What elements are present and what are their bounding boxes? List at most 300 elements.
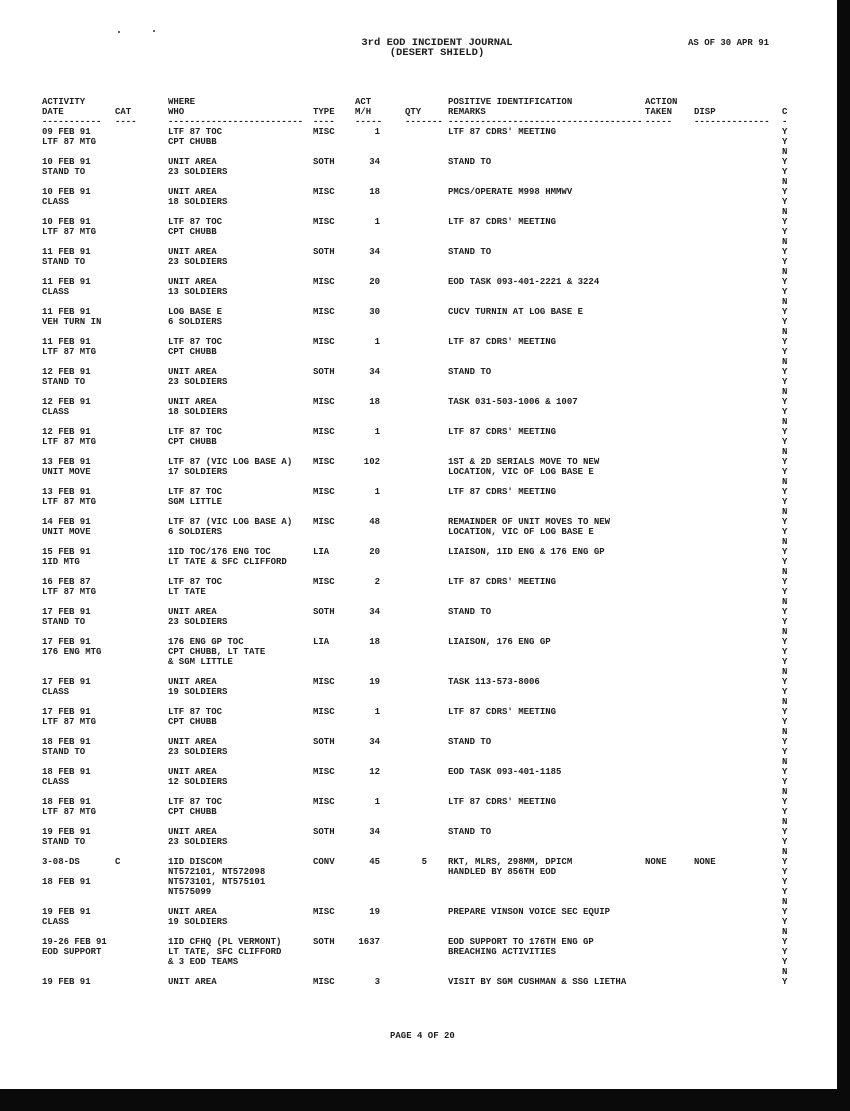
cell-type: LIA bbox=[313, 547, 330, 557]
cell-remarks-line: STAND TO bbox=[448, 247, 492, 257]
cell-who-line: LTF 87 TOC bbox=[168, 707, 223, 717]
journal-entry bbox=[0, 707, 850, 737]
journal-entry bbox=[0, 397, 850, 427]
cell-mh: 34 bbox=[369, 607, 380, 617]
cell-remarks bbox=[448, 337, 556, 347]
cell-remarks-line: LTF 87 CDRS' MEETING bbox=[448, 337, 557, 347]
cell-remarks bbox=[448, 127, 556, 137]
title-line1: 3rd EOD INCIDENT JOURNAL bbox=[361, 37, 513, 49]
cell-c bbox=[782, 517, 787, 547]
cell-who bbox=[168, 487, 222, 507]
cell-c bbox=[782, 247, 787, 277]
cell-type: MISC bbox=[313, 767, 335, 777]
cell-who-line: UNIT AREA bbox=[168, 277, 217, 287]
cell-c-line: Y bbox=[782, 427, 788, 437]
cell-who-line: LTF 87 TOC bbox=[168, 427, 223, 437]
journal-entry bbox=[0, 737, 850, 767]
cell-c bbox=[782, 547, 787, 577]
column-header-top-remarks: POSITIVE IDENTIFICATION bbox=[448, 97, 573, 107]
cell-remarks bbox=[448, 607, 491, 617]
cell-who-line: 1ID CFHQ (PL VERMONT) bbox=[168, 937, 282, 947]
cell-date bbox=[42, 737, 91, 757]
cell-remarks bbox=[448, 217, 556, 227]
cell-c-line: N bbox=[782, 237, 788, 247]
cell-c bbox=[782, 427, 787, 457]
cell-who bbox=[168, 707, 222, 727]
cell-who bbox=[168, 977, 217, 987]
cell-type: SOTH bbox=[313, 607, 335, 617]
cell-c-line: Y bbox=[782, 837, 788, 847]
cell-c-line: Y bbox=[782, 307, 788, 317]
cell-date-line: CLASS bbox=[42, 287, 70, 297]
cell-c-line: N bbox=[782, 477, 788, 487]
column-underline-mh: ----- bbox=[355, 117, 383, 127]
journal-header bbox=[0, 97, 850, 127]
cell-date-line: 11 FEB 91 bbox=[42, 247, 91, 257]
cell-who-line: CPT CHUBB bbox=[168, 807, 217, 817]
cell-who bbox=[168, 857, 265, 897]
cell-c-line: Y bbox=[782, 287, 788, 297]
cell-c-line: Y bbox=[782, 167, 788, 177]
cell-c-line: N bbox=[782, 327, 788, 337]
column-header-top-action: ACTION bbox=[645, 97, 678, 107]
cell-c-line: Y bbox=[782, 437, 788, 447]
journal-entry bbox=[0, 127, 850, 157]
title-line2: (DESERT SHIELD) bbox=[389, 47, 485, 59]
cell-remarks-line: PREPARE VINSON VOICE SEC EQUIP bbox=[448, 907, 611, 917]
journal-entry bbox=[0, 247, 850, 277]
cell-remarks-line: LTF 87 CDRS' MEETING bbox=[448, 127, 557, 137]
cell-qty: 5 bbox=[421, 857, 427, 867]
cell-c-line: Y bbox=[782, 527, 788, 537]
cell-cat: C bbox=[115, 857, 121, 867]
cell-date-line: 18 FEB 91 bbox=[42, 797, 91, 807]
cell-c-line: Y bbox=[782, 197, 788, 207]
cell-c-line: N bbox=[782, 567, 788, 577]
cell-date bbox=[42, 127, 96, 147]
cell-remarks bbox=[448, 767, 561, 777]
journal-entry bbox=[0, 977, 850, 987]
cell-who-line: 1ID TOC/176 ENG TOC bbox=[168, 547, 271, 557]
cell-mh: 45 bbox=[369, 857, 380, 867]
cell-remarks bbox=[448, 397, 578, 407]
journal-entry bbox=[0, 337, 850, 367]
cell-c-line: Y bbox=[782, 827, 788, 837]
cell-remarks-line: RKT, MLRS, 298MM, DPICM bbox=[448, 857, 573, 867]
cell-c-line: Y bbox=[782, 587, 788, 597]
cell-date-line bbox=[42, 867, 91, 877]
cell-c-line: N bbox=[782, 297, 788, 307]
cell-date-line: 19 FEB 91 bbox=[42, 827, 91, 837]
cell-remarks bbox=[448, 637, 551, 647]
cell-mh: 1 bbox=[374, 797, 380, 807]
cell-date-line: 18 FEB 91 bbox=[42, 767, 91, 777]
cell-c bbox=[782, 187, 787, 217]
cell-c-line: Y bbox=[782, 137, 788, 147]
cell-c-line: N bbox=[782, 357, 788, 367]
cell-c-line: N bbox=[782, 597, 788, 607]
column-header-remarks: REMARKS bbox=[448, 107, 486, 117]
cell-who-line: LTF 87 TOC bbox=[168, 797, 223, 807]
cell-mh: 3 bbox=[374, 977, 380, 987]
cell-date bbox=[42, 457, 91, 477]
cell-who bbox=[168, 907, 227, 927]
cell-remarks bbox=[448, 907, 610, 917]
cell-c-line: N bbox=[782, 207, 788, 217]
cell-date bbox=[42, 577, 96, 597]
cell-c-line: Y bbox=[782, 277, 788, 287]
cell-date-line: LTF 87 MTG bbox=[42, 587, 97, 597]
cell-c-line: Y bbox=[782, 487, 788, 497]
cell-c-line: N bbox=[782, 537, 788, 547]
cell-c-line: N bbox=[782, 787, 788, 797]
cell-date-line: STAND TO bbox=[42, 257, 86, 267]
cell-who-line: UNIT AREA bbox=[168, 607, 217, 617]
cell-date-line: 19-26 FEB 91 bbox=[42, 937, 107, 947]
cell-who-line: 6 SOLDIERS bbox=[168, 527, 223, 537]
cell-who-line: UNIT AREA bbox=[168, 977, 217, 987]
column-underline-cat: ---- bbox=[115, 117, 137, 127]
cell-c-line: Y bbox=[782, 917, 788, 927]
cell-who bbox=[168, 737, 227, 757]
cell-remarks-line: HANDLED BY 856TH EOD bbox=[448, 867, 557, 877]
cell-type: MISC bbox=[313, 977, 335, 987]
cell-c bbox=[782, 937, 787, 977]
cell-who-line: 6 SOLDIERS bbox=[168, 317, 223, 327]
cell-c-line: Y bbox=[782, 607, 788, 617]
cell-date-line: STAND TO bbox=[42, 377, 86, 387]
cell-date bbox=[42, 607, 91, 627]
cell-c bbox=[782, 797, 787, 827]
journal-entry bbox=[0, 487, 850, 517]
cell-who bbox=[168, 637, 265, 667]
cell-date-line: STAND TO bbox=[42, 617, 86, 627]
cell-who bbox=[168, 457, 292, 477]
cell-c-line: N bbox=[782, 697, 788, 707]
cell-who bbox=[168, 397, 227, 417]
cell-mh: 34 bbox=[369, 157, 380, 167]
cell-date bbox=[42, 827, 91, 847]
cell-who-line: UNIT AREA bbox=[168, 677, 217, 687]
cell-who-line: UNIT AREA bbox=[168, 247, 217, 257]
cell-date bbox=[42, 677, 91, 697]
cell-remarks-line: LTF 87 CDRS' MEETING bbox=[448, 427, 557, 437]
cell-date-line: LTF 87 MTG bbox=[42, 437, 97, 447]
cell-who-line: 18 SOLDIERS bbox=[168, 197, 228, 207]
cell-c bbox=[782, 977, 787, 987]
cell-date-line: 12 FEB 91 bbox=[42, 367, 91, 377]
cell-who-line: UNIT AREA bbox=[168, 907, 217, 917]
cell-mh: 34 bbox=[369, 827, 380, 837]
cell-remarks bbox=[448, 797, 556, 807]
cell-c-line: Y bbox=[782, 637, 788, 647]
cell-date-line: 13 FEB 91 bbox=[42, 487, 91, 497]
cell-remarks-line: EOD TASK 093-401-2221 & 3224 bbox=[448, 277, 600, 287]
cell-remarks-line: STAND TO bbox=[448, 607, 492, 617]
column-header-mh: M/H bbox=[355, 107, 372, 117]
cell-who-line: 13 SOLDIERS bbox=[168, 287, 228, 297]
cell-mh: 1 bbox=[374, 127, 380, 137]
cell-date bbox=[42, 767, 91, 787]
cell-type: LIA bbox=[313, 637, 330, 647]
cell-mh: 34 bbox=[369, 247, 380, 257]
cell-c-line: Y bbox=[782, 517, 788, 527]
cell-c-line: Y bbox=[782, 707, 788, 717]
cell-remarks bbox=[448, 977, 626, 987]
cell-who-line: CPT CHUBB bbox=[168, 227, 217, 237]
cell-type: MISC bbox=[313, 677, 335, 687]
cell-date-line: 17 FEB 91 bbox=[42, 637, 91, 647]
cell-mh: 20 bbox=[369, 277, 380, 287]
cell-date bbox=[42, 277, 91, 297]
cell-c bbox=[782, 907, 787, 937]
cell-date-line: 17 FEB 91 bbox=[42, 677, 91, 687]
cell-c-line: Y bbox=[782, 737, 788, 747]
cell-remarks-line: STAND TO bbox=[448, 157, 492, 167]
cell-c-line: Y bbox=[782, 257, 788, 267]
cell-c bbox=[782, 217, 787, 247]
cell-date-line: LTF 87 MTG bbox=[42, 807, 97, 817]
cell-remarks bbox=[448, 547, 605, 557]
cell-mh: 18 bbox=[369, 187, 380, 197]
cell-remarks-line: LTF 87 CDRS' MEETING bbox=[448, 707, 557, 717]
cell-who-line: LTF 87 TOC bbox=[168, 337, 223, 347]
cell-type: MISC bbox=[313, 487, 335, 497]
journal-entry bbox=[0, 457, 850, 487]
cell-who-line: 12 SOLDIERS bbox=[168, 777, 228, 787]
cell-c bbox=[782, 157, 787, 187]
scan-speck bbox=[153, 30, 155, 32]
cell-c-line: Y bbox=[782, 677, 788, 687]
journal-entry bbox=[0, 797, 850, 827]
cell-date-line: STAND TO bbox=[42, 747, 86, 757]
page-number: PAGE 4 OF 20 bbox=[390, 1031, 455, 1041]
cell-c bbox=[782, 457, 787, 487]
cell-c-line: Y bbox=[782, 397, 788, 407]
cell-who-line: 23 SOLDIERS bbox=[168, 377, 228, 387]
cell-date-line: STAND TO bbox=[42, 837, 86, 847]
cell-remarks-line: LTF 87 CDRS' MEETING bbox=[448, 797, 557, 807]
cell-c-line: N bbox=[782, 627, 788, 637]
column-header-action: TAKEN bbox=[645, 107, 673, 117]
cell-c-line: Y bbox=[782, 717, 788, 727]
cell-who-line: LT TATE bbox=[168, 587, 206, 597]
column-header-qty: QTY bbox=[405, 107, 422, 117]
cell-c-line: N bbox=[782, 897, 788, 907]
cell-who-line: CPT CHUBB bbox=[168, 137, 217, 147]
column-underline-date: ----------- bbox=[42, 117, 102, 127]
cell-type: SOTH bbox=[313, 157, 335, 167]
cell-c bbox=[782, 607, 787, 637]
cell-who bbox=[168, 677, 227, 697]
cell-c-line: N bbox=[782, 727, 788, 737]
cell-c-line: Y bbox=[782, 767, 788, 777]
cell-who bbox=[168, 577, 222, 597]
cell-action: NONE bbox=[645, 857, 667, 867]
cell-date-line: 19 FEB 91 bbox=[42, 907, 91, 917]
cell-date bbox=[42, 797, 96, 817]
cell-remarks bbox=[448, 707, 556, 717]
cell-who bbox=[168, 547, 287, 567]
cell-remarks-line: EOD SUPPORT TO 176TH ENG GP bbox=[448, 937, 594, 947]
cell-mh: 1 bbox=[374, 707, 380, 717]
cell-remarks bbox=[448, 367, 491, 377]
cell-disp: NONE bbox=[694, 857, 716, 867]
cell-mh: 19 bbox=[369, 677, 380, 687]
cell-date-line: CLASS bbox=[42, 197, 70, 207]
cell-c-line: N bbox=[782, 847, 788, 857]
cell-c-line: N bbox=[782, 967, 788, 977]
cell-date-line: 15 FEB 91 bbox=[42, 547, 91, 557]
cell-remarks-line: 1ST & 2D SERIALS MOVE TO NEW bbox=[448, 457, 600, 467]
cell-date-line: 14 FEB 91 bbox=[42, 517, 91, 527]
cell-who-line: 23 SOLDIERS bbox=[168, 617, 228, 627]
cell-c-line: Y bbox=[782, 617, 788, 627]
cell-who-line: 1ID DISCOM bbox=[168, 857, 223, 867]
cell-mh: 18 bbox=[369, 397, 380, 407]
cell-c-line: Y bbox=[782, 867, 788, 877]
cell-date bbox=[42, 367, 91, 387]
cell-type: SOTH bbox=[313, 827, 335, 837]
cell-type: CONV bbox=[313, 857, 335, 867]
cell-who bbox=[168, 247, 227, 267]
cell-date-line: CLASS bbox=[42, 407, 70, 417]
cell-date bbox=[42, 517, 91, 537]
cell-remarks bbox=[448, 577, 556, 587]
cell-c-line: Y bbox=[782, 887, 788, 897]
column-header-top-who: WHERE bbox=[168, 97, 196, 107]
journal-entry bbox=[0, 367, 850, 397]
cell-date-line: 10 FEB 91 bbox=[42, 157, 91, 167]
cell-who-line: UNIT AREA bbox=[168, 767, 217, 777]
cell-who-line: LTF 87 (VIC LOG BASE A) bbox=[168, 457, 293, 467]
cell-who bbox=[168, 517, 292, 537]
cell-type: MISC bbox=[313, 907, 335, 917]
cell-who-line: 176 ENG GP TOC bbox=[168, 637, 244, 647]
cell-c-line: Y bbox=[782, 497, 788, 507]
cell-mh: 1 bbox=[374, 487, 380, 497]
cell-date-line: 19 FEB 91 bbox=[42, 977, 91, 987]
cell-c bbox=[782, 577, 787, 607]
cell-date-line: 18 FEB 91 bbox=[42, 877, 91, 887]
cell-date-line: CLASS bbox=[42, 687, 70, 697]
cell-who-line: 23 SOLDIERS bbox=[168, 257, 228, 267]
cell-c-line: N bbox=[782, 667, 788, 677]
cell-type: SOTH bbox=[313, 367, 335, 377]
cell-date bbox=[42, 907, 91, 927]
cell-c-line: Y bbox=[782, 857, 788, 867]
cell-c bbox=[782, 307, 787, 337]
cell-c bbox=[782, 367, 787, 397]
cell-c bbox=[782, 127, 787, 157]
cell-date-line: 16 FEB 87 bbox=[42, 577, 91, 587]
cell-remarks bbox=[448, 157, 491, 167]
cell-remarks bbox=[448, 737, 491, 747]
cell-remarks-line: EOD TASK 093-401-1185 bbox=[448, 767, 562, 777]
cell-who-line: UNIT AREA bbox=[168, 157, 217, 167]
cell-c-line: N bbox=[782, 757, 788, 767]
cell-date bbox=[42, 397, 91, 417]
cell-who-line: SGM LITTLE bbox=[168, 497, 223, 507]
cell-who bbox=[168, 797, 222, 817]
cell-mh: 2 bbox=[374, 577, 380, 587]
journal-entry bbox=[0, 157, 850, 187]
cell-c-line: Y bbox=[782, 467, 788, 477]
cell-who-line: NT575099 bbox=[168, 887, 212, 897]
column-header-who: WHO bbox=[168, 107, 185, 117]
journal-entry bbox=[0, 547, 850, 577]
cell-who-line: LT TATE & SFC CLIFFORD bbox=[168, 557, 287, 567]
cell-remarks bbox=[448, 187, 572, 197]
cell-c-line: Y bbox=[782, 547, 788, 557]
cell-who-line: 17 SOLDIERS bbox=[168, 467, 228, 477]
cell-date-line: STAND TO bbox=[42, 167, 86, 177]
cell-type: MISC bbox=[313, 707, 335, 717]
cell-remarks-line: STAND TO bbox=[448, 367, 492, 377]
cell-who-line: CPT CHUBB bbox=[168, 437, 217, 447]
journal-entry bbox=[0, 517, 850, 547]
cell-remarks bbox=[448, 277, 599, 287]
cell-who-line: 19 SOLDIERS bbox=[168, 917, 228, 927]
cell-date bbox=[42, 427, 96, 447]
cell-type: MISC bbox=[313, 307, 335, 317]
cell-c bbox=[782, 827, 787, 857]
cell-c-line: Y bbox=[782, 247, 788, 257]
cell-date-line: 11 FEB 91 bbox=[42, 307, 91, 317]
cell-remarks bbox=[448, 937, 594, 957]
cell-who bbox=[168, 277, 227, 297]
cell-type: MISC bbox=[313, 397, 335, 407]
cell-remarks-line: CUCV TURNIN AT LOG BASE E bbox=[448, 307, 584, 317]
cell-c-line: N bbox=[782, 147, 788, 157]
cell-c bbox=[782, 637, 787, 677]
cell-remarks bbox=[448, 307, 583, 317]
cell-date-line: LTF 87 MTG bbox=[42, 497, 97, 507]
cell-remarks bbox=[448, 677, 540, 687]
cell-date bbox=[42, 187, 91, 207]
cell-who-line: & 3 EOD TEAMS bbox=[168, 957, 239, 967]
journal-entry bbox=[0, 427, 850, 457]
cell-type: MISC bbox=[313, 457, 335, 467]
cell-remarks-line: STAND TO bbox=[448, 827, 492, 837]
cell-c-line: Y bbox=[782, 747, 788, 757]
cell-who-line: 23 SOLDIERS bbox=[168, 837, 228, 847]
cell-date bbox=[42, 247, 91, 267]
cell-mh: 1 bbox=[374, 217, 380, 227]
cell-remarks bbox=[448, 457, 599, 477]
column-underline-action: ----- bbox=[645, 117, 673, 127]
cell-who bbox=[168, 217, 222, 237]
cell-date bbox=[42, 157, 91, 177]
cell-who-line: CPT CHUBB, LT TATE bbox=[168, 647, 266, 657]
journal-entry bbox=[0, 857, 850, 907]
cell-date-line: 12 FEB 91 bbox=[42, 427, 91, 437]
cell-date-line: 17 FEB 91 bbox=[42, 707, 91, 717]
cell-date-line: LTF 87 MTG bbox=[42, 227, 97, 237]
journal-entry bbox=[0, 307, 850, 337]
cell-date-line: LTF 87 MTG bbox=[42, 137, 97, 147]
cell-date-line: UNIT MOVE bbox=[42, 467, 91, 477]
cell-remarks bbox=[448, 487, 556, 497]
cell-c-line: N bbox=[782, 267, 788, 277]
cell-who-line: LT TATE, SFC CLIFFORD bbox=[168, 947, 282, 957]
cell-date-line: EOD SUPPORT bbox=[42, 947, 102, 957]
cell-type: SOTH bbox=[313, 247, 335, 257]
cell-date-line: 3-08-DS bbox=[42, 857, 80, 867]
cell-date bbox=[42, 307, 101, 327]
journal-entry bbox=[0, 827, 850, 857]
cell-c-line: Y bbox=[782, 807, 788, 817]
